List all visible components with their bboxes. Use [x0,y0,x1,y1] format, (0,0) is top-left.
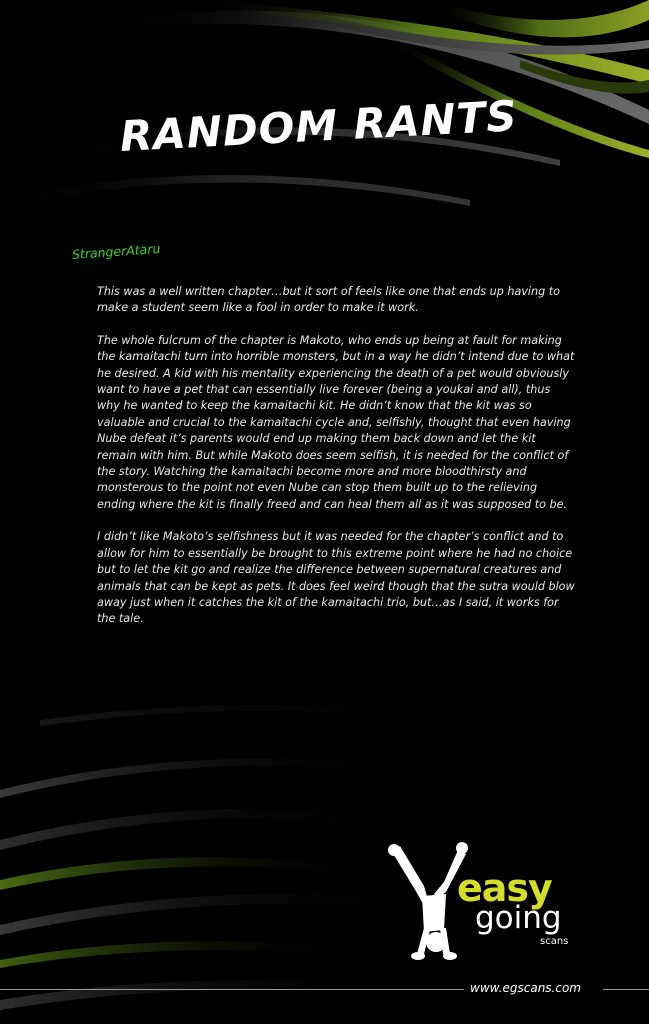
comment-paragraph: This was a well written chapter…but it sort of feels like one that ends up having to make a student seem like a fool in order to make it work. [97,285,561,315]
comment-paragraph: The whole fulcrum of the chapter is Makoto, who ends up being at fault for making the kamaitachi turn into horrible monsters, but in a way he didn’t intend due to what he desired. A kid with his mentality experiencing the death of a pet would obviously want to have a pet that can essentially live forever (being a youkai and all), thus why he wanted to keep the kamaitachi kit. He didn’t know that the kit was so valuable and crucial to the kamaitachi cycle and, selfishly, thought that even having Nube defeat it’s parents would end up making them back down and let the kit remain with him. But while Makoto does seem selfish, it is needed for the conflict of the story. Watching the kamaitachi become more and more bloodthirsty and monsterous to the point not even Nube can stop them built up to the relieving ending where the kit is finally freed and can heal them all as it was supposed to be. [97,333,575,511]
logo-text-going: going [475,900,562,936]
page-title: RANDOM RANTS [118,91,519,161]
comment-author: StrangerAtaru [71,240,161,262]
comment-paragraph: I didn’t like Makoto’s selfishness but it was needed for the chapter’s conflict and to allow for him to essentially be brought to this extreme point where he had no choice but to let the kit go and realize the difference between supernatural creatures and animals that can be kept as pets. It does feel weird though that the sutra would blow away just when it catches the kit of the kamaitachi trio, but…as I said, it works for the tale. [97,530,575,626]
footer-divider [603,989,649,990]
footer-website-link[interactable]: www.egscans.com [470,981,581,995]
footer-divider [0,989,464,990]
logo-text-scans: scans [540,936,569,947]
logo-text-easy: easy [457,866,552,910]
comment-body [97,284,575,644]
